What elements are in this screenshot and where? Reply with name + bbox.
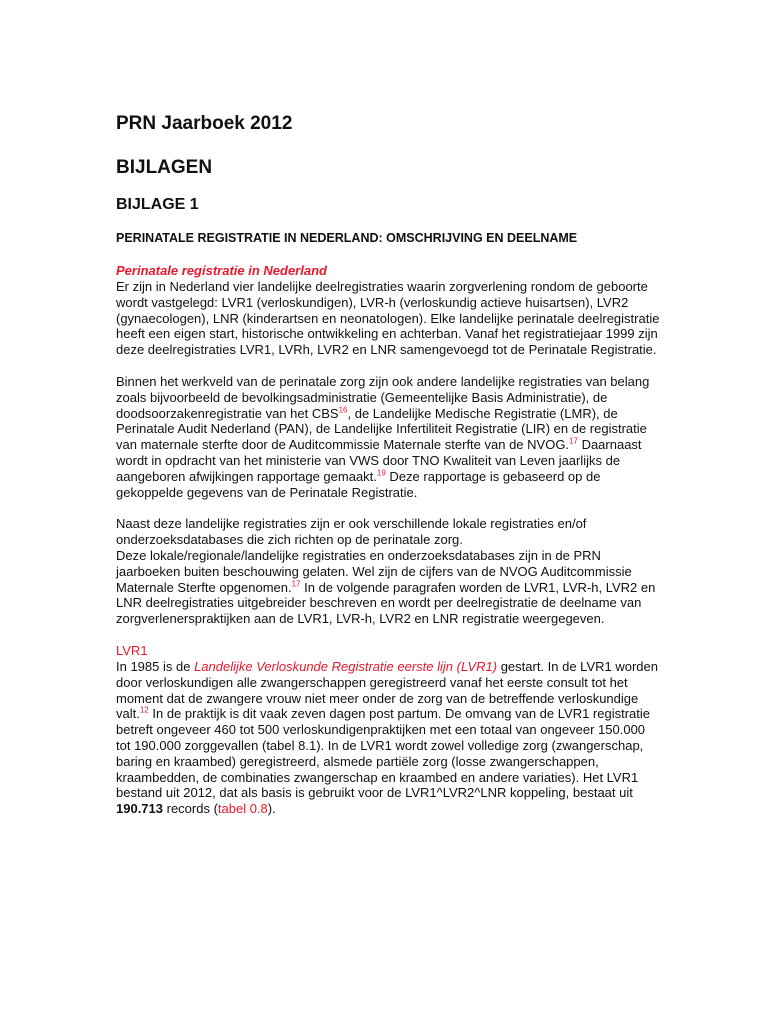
paragraph-2-text-c: Daarnaast wordt in opdracht van het ministerie van VWS door TNO Kwaliteit van Leven jaarlijks de aangeboren afwijkingen rapportage gemaakt.	[116, 437, 642, 484]
paragraph-1: Er zijn in Nederland vier landelijke deelregistraties waarin zorgverlening rondom de geboorte wordt vastgelegd: LVR1 (verloskundigen), LVR-h (verloskundig actieve huisartsen), LVR2 (gynaecologen), LNR (kinderartsen en neonatologen). Elke landelijke perinatale deelregistratie heeft een eigen start, historische ontwikkeling en achterban. Vanaf het registratiejaar 1999 zijn deze deelregistraties LVR1, LVRh, LVR2 en LNR samengevoegd tot de Perinatale Registratie.	[116, 279, 660, 358]
lvr1-text-a: In 1985 is de	[116, 658, 195, 674]
lvr1-text-d: records (	[163, 801, 218, 817]
footnote-ref[interactable]: 17	[569, 436, 578, 446]
footnote-ref[interactable]: 19	[376, 468, 386, 478]
footnote-ref[interactable]: 16	[338, 405, 348, 415]
table-reference-link[interactable]: tabel 0.8	[217, 801, 268, 817]
paragraph-3-text-c: In de volgende paragrafen worden de LVR1, LVR-h, LVR2 en LNR deelregistraties uitgebreider beschreven en wordt per deelregistratie de deelname van zorgverlenerspraktijken aan de LVR1, LVR-h, LVR2 en LNR registratie weergegeven.	[116, 579, 656, 627]
bijlagen-heading: BIJLAGEN	[116, 157, 213, 178]
section-heading: PERINATALE REGISTRATIE IN NEDERLAND: OMSCHRIJVING EN DEELNAME	[116, 231, 578, 245]
paragraph-lvr1	[116, 659, 661, 817]
bijlage-1-heading: BIJLAGE 1	[116, 196, 199, 213]
lvr1-text-e: ).	[267, 801, 276, 817]
paragraph-2	[116, 374, 661, 500]
paragraph-3-text-a: Naast deze landelijke registraties zijn er ook verschillende lokale registraties en/of onderzoeksdatabases die zich richten op de perinatale zorg.	[116, 516, 587, 548]
paragraph-3-text-b: Deze lokale/regionale/landelijke registraties en onderzoeksdatabases zijn in de PRN jaarboeken buiten beschouwing gelaten. Wel zijn de cijfers van de NVOG Auditcommissie Maternale Sterfte opgenomen.	[116, 547, 632, 595]
records-count: 190.713	[116, 801, 163, 817]
paragraph-2-text-a: Binnen het werkveld van de perinatale zorg zijn ook andere landelijke registraties van belang zoals bijvoorbeeld de bevolkingsadministratie (Gemeentelijke Basis Administratie), de doodsoorzakenregistratie van het CBS	[116, 373, 650, 421]
footnote-ref[interactable]: 17	[291, 579, 301, 589]
document-title: PRN Jaarboek 2012	[116, 113, 293, 134]
footnote-ref[interactable]: 12	[139, 706, 149, 715]
paragraph-2-text-d: Deze rapportage is gebaseerd op de gekoppelde gegevens van de Perinatale Registratie.	[116, 468, 601, 500]
lvr1-text-b: gestart. In de LVR1 worden door verloskundigen alle zwangerschappen geregistreerd vanaf het eerste consult tot het moment dat de zwangere vrouw niet meer onder de zorg van de betreffende verloskundige valt.	[116, 658, 658, 722]
subheading-lvr1: LVR1	[116, 642, 148, 658]
paragraph-3	[116, 516, 661, 627]
paragraph-2-text-b: , de Landelijke Medische Registratie (LMR), de Perinatale Audit Nederland (PAN), de Landelijke Infertiliteit Registratie (LIR) en de registratie van maternale sterfte door de Auditcommissie Maternale sterfte van de NVOG.	[116, 405, 647, 453]
lvr1-text-c: In de praktijk is dit vaak zeven dagen post partum. De omvang van de LVR1 registratie betreft ongeveer 460 tot 500 verloskundigenpraktijken met een totaal van ongeveer 150.000 tot 190.000 zorggevallen (tabel 8.1). In de LVR1 wordt zowel volledige zorg (zwangerschap, baring en kraambed) geregistreerd, alsmede partiële zorg (losse zwangerschappen, kraambedden, de combinaties zwangerschap en kraambed en andere variaties). Het LVR1 bestand uit 2012, dat als basis is gebruikt voor de LVR1^LVR2^LNR koppeling, bestaat uit	[116, 706, 650, 801]
subheading-perinatale-registratie: Perinatale registratie in Nederland	[116, 263, 327, 278]
lvr1-registry-link[interactable]: Landelijke Verloskunde Registratie eerste lijn (LVR1)	[194, 658, 498, 674]
page-content	[116, 112, 661, 833]
